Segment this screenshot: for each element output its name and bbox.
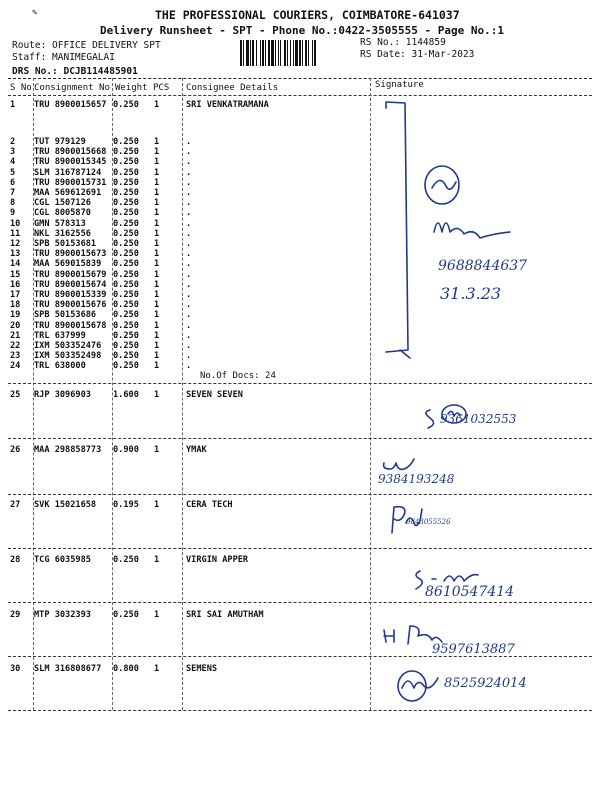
row-weight: 0.250 bbox=[113, 361, 139, 371]
row-sno: 17 bbox=[10, 290, 21, 300]
row-consignee: . bbox=[186, 219, 192, 229]
row-sno: 2 bbox=[10, 137, 16, 147]
staff-label: Staff: MANIMEGALAI bbox=[12, 52, 115, 63]
row-pcs: 1 bbox=[154, 229, 160, 239]
row-consignment: IXM 503352498 bbox=[34, 351, 102, 361]
row-weight: 0.250 bbox=[113, 270, 139, 280]
col-signature: Signature bbox=[375, 80, 424, 90]
rs-date: RS Date: 31-Mar-2023 bbox=[360, 49, 475, 60]
group-sig-date: 31.3.23 bbox=[440, 284, 502, 303]
row-consignee: . bbox=[186, 178, 192, 188]
col-pcs: PCS bbox=[153, 83, 170, 93]
row-weight: 0.250 bbox=[113, 300, 139, 310]
row-weight: 0.900 bbox=[113, 445, 139, 455]
row-weight: 0.250 bbox=[113, 610, 139, 620]
row-pcs: 1 bbox=[154, 188, 160, 198]
row-consignment: SVK 15021658 bbox=[34, 500, 97, 510]
row-consignee: SRI VENKATRAMANA bbox=[186, 100, 269, 110]
columns-divider bbox=[8, 95, 592, 96]
row-pcs: 1 bbox=[154, 361, 160, 371]
row-pcs: 1 bbox=[154, 290, 160, 300]
row-consignment: TRU 8900015678 bbox=[34, 321, 107, 331]
row-consignee: . bbox=[186, 208, 192, 218]
row-pcs: 1 bbox=[154, 351, 160, 361]
row-consignment: CGL 1507126 bbox=[34, 198, 91, 208]
row-consignee: SRI SAI AMUTHAM bbox=[186, 610, 264, 620]
row-consignment: TRU 8900015339 bbox=[34, 290, 107, 300]
row-consignment: TRU 8900015673 bbox=[34, 249, 107, 259]
row-consignment: MAA 569015839 bbox=[34, 259, 102, 269]
row-consignment: TRU 8900015668 bbox=[34, 147, 107, 157]
col-line bbox=[370, 78, 371, 710]
row-pcs: 1 bbox=[154, 664, 160, 674]
row-sno: 26 bbox=[10, 445, 21, 455]
row-consignee: . bbox=[186, 168, 192, 178]
row-weight: 0.250 bbox=[113, 239, 139, 249]
sig-phone-30: 8525924014 bbox=[444, 676, 527, 691]
row-pcs: 1 bbox=[154, 100, 160, 110]
row-sno: 7 bbox=[10, 188, 16, 198]
row-weight: 0.250 bbox=[113, 331, 139, 341]
row-weight: 0.250 bbox=[113, 178, 139, 188]
corner-mark: ✎ bbox=[32, 8, 38, 18]
row-pcs: 1 bbox=[154, 168, 160, 178]
row-pcs: 1 bbox=[154, 157, 160, 167]
row-consignee: . bbox=[186, 229, 192, 239]
row-weight: 0.250 bbox=[113, 198, 139, 208]
row-weight: 0.250 bbox=[113, 310, 139, 320]
row-consignment: TRU 8900015676 bbox=[34, 300, 107, 310]
row-weight: 0.250 bbox=[113, 249, 139, 259]
row-sno: 20 bbox=[10, 321, 21, 331]
runsheet-title: Delivery Runsheet - SPT - Phone No.:0422-3505555 - Page No.:1 bbox=[100, 24, 504, 37]
row-weight: 0.250 bbox=[113, 208, 139, 218]
row-sno: 22 bbox=[10, 341, 21, 351]
row-pcs: 1 bbox=[154, 390, 160, 400]
row-sno: 10 bbox=[10, 219, 21, 229]
row-consignment: NKL 3162556 bbox=[34, 229, 91, 239]
row-pcs: 1 bbox=[154, 137, 160, 147]
row-sno: 27 bbox=[10, 500, 21, 510]
row-consignee: . bbox=[186, 331, 192, 341]
row-consignment: MAA 569612691 bbox=[34, 188, 102, 198]
row-sno: 14 bbox=[10, 259, 21, 269]
row-consignment: TRU 8900015731 bbox=[34, 178, 107, 188]
header-divider bbox=[8, 78, 592, 79]
row-pcs: 1 bbox=[154, 300, 160, 310]
route-label: Route: OFFICE DELIVERY SPT bbox=[12, 40, 161, 51]
row-divider bbox=[8, 602, 592, 603]
row-sno: 18 bbox=[10, 300, 21, 310]
row-sno: 16 bbox=[10, 280, 21, 290]
row-pcs: 1 bbox=[154, 208, 160, 218]
row-sno: 21 bbox=[10, 331, 21, 341]
row-consignment: TRU 8900015657 bbox=[34, 100, 107, 110]
row-consignment: RJP 3096903 bbox=[34, 390, 91, 400]
col-sno: S No bbox=[10, 83, 32, 93]
signature-30 bbox=[394, 666, 444, 706]
row-consignee: . bbox=[186, 137, 192, 147]
row-pcs: 1 bbox=[154, 280, 160, 290]
col-line bbox=[182, 78, 183, 710]
row-sno: 23 bbox=[10, 351, 21, 361]
sig-phone-29: 9597613887 bbox=[432, 642, 515, 657]
row-sno: 8 bbox=[10, 198, 16, 208]
row-pcs: 1 bbox=[154, 198, 160, 208]
row-sno: 19 bbox=[10, 310, 21, 320]
rs-number: RS No.: 1144859 bbox=[360, 37, 446, 48]
row-consignment: CGL 8005870 bbox=[34, 208, 91, 218]
row-consignee: . bbox=[186, 341, 192, 351]
row-consignment: GMN 578313 bbox=[34, 219, 86, 229]
row-weight: 0.250 bbox=[113, 168, 139, 178]
row-consignment: TRU 8900015345 bbox=[34, 157, 107, 167]
row-sno: 25 bbox=[10, 390, 21, 400]
row-pcs: 1 bbox=[154, 219, 160, 229]
company-title: THE PROFESSIONAL COURIERS, COIMBATORE-641037 bbox=[155, 8, 460, 22]
row-sno: 13 bbox=[10, 249, 21, 259]
row-consignment: TUT 979129 bbox=[34, 137, 86, 147]
row-weight: 0.250 bbox=[113, 280, 139, 290]
row-consignee: . bbox=[186, 198, 192, 208]
row-sno: 4 bbox=[10, 157, 16, 167]
row-weight: 0.250 bbox=[113, 147, 139, 157]
row-consignment: SLM 316808677 bbox=[34, 664, 102, 674]
row-sno: 6 bbox=[10, 178, 16, 188]
row-consignment: SLM 316787124 bbox=[34, 168, 102, 178]
row-consignee: . bbox=[186, 300, 192, 310]
row-weight: 0.195 bbox=[113, 500, 139, 510]
sig-phone-28: 8610547414 bbox=[425, 584, 515, 600]
row-sno: 12 bbox=[10, 239, 21, 249]
sig-phone-27: 9843055526 bbox=[406, 518, 451, 526]
row-consignment: SPB 50153686 bbox=[34, 310, 97, 320]
col-consignment: Consignment No bbox=[34, 83, 110, 93]
row-weight: 0.250 bbox=[113, 259, 139, 269]
row-weight: 0.250 bbox=[113, 229, 139, 239]
row-pcs: 1 bbox=[154, 610, 160, 620]
row-consignment: TCG 6035985 bbox=[34, 555, 91, 565]
row-weight: 0.250 bbox=[113, 351, 139, 361]
row-pcs: 1 bbox=[154, 310, 160, 320]
row-consignment: TRL 638000 bbox=[34, 361, 86, 371]
row-consignee: CERA TECH bbox=[186, 500, 233, 510]
row-pcs: 1 bbox=[154, 331, 160, 341]
row-pcs: 1 bbox=[154, 500, 160, 510]
row-pcs: 1 bbox=[154, 239, 160, 249]
row-divider bbox=[8, 438, 592, 439]
row-sno: 28 bbox=[10, 555, 21, 565]
row-consignee: . bbox=[186, 361, 192, 371]
drs-number: DRS No.: DCJB114485901 bbox=[12, 66, 138, 77]
docs-count: No.Of Docs: 24 bbox=[200, 371, 276, 381]
row-consignee: SEVEN SEVEN bbox=[186, 390, 243, 400]
row-consignee: VIRGIN APPER bbox=[186, 555, 249, 565]
row-sno: 24 bbox=[10, 361, 21, 371]
row-consignee: . bbox=[186, 310, 192, 320]
row-pcs: 1 bbox=[154, 147, 160, 157]
row-pcs: 1 bbox=[154, 445, 160, 455]
row-consignee: YMAK bbox=[186, 445, 207, 455]
row-weight: 0.800 bbox=[113, 664, 139, 674]
row-weight: 1.600 bbox=[113, 390, 139, 400]
row-divider bbox=[8, 494, 592, 495]
row-weight: 0.250 bbox=[113, 219, 139, 229]
row-pcs: 1 bbox=[154, 321, 160, 331]
row-divider bbox=[8, 548, 592, 549]
barcode-icon bbox=[240, 40, 352, 68]
row-consignment: MTP 3032393 bbox=[34, 610, 91, 620]
group-sig-phone: 9688844637 bbox=[438, 258, 528, 274]
row-consignee: . bbox=[186, 249, 192, 259]
row-pcs: 1 bbox=[154, 555, 160, 565]
row-consignment: TRU 8900015674 bbox=[34, 280, 107, 290]
row-consignment: TRU 8900015679 bbox=[34, 270, 107, 280]
row-pcs: 1 bbox=[154, 270, 160, 280]
row-sno: 11 bbox=[10, 229, 21, 239]
row-weight: 0.250 bbox=[113, 555, 139, 565]
col-weight: Weight bbox=[115, 83, 148, 93]
row-consignment: IXM 503352476 bbox=[34, 341, 102, 351]
col-consignee: Consignee Details bbox=[186, 83, 279, 93]
row-divider bbox=[8, 383, 592, 384]
row-sno: 3 bbox=[10, 147, 16, 157]
row-weight: 0.250 bbox=[113, 137, 139, 147]
row-weight: 0.250 bbox=[113, 188, 139, 198]
row-weight: 0.250 bbox=[113, 321, 139, 331]
row-pcs: 1 bbox=[154, 249, 160, 259]
row-sno: 15 bbox=[10, 270, 21, 280]
sig-phone-26: 9384193248 bbox=[378, 472, 455, 486]
row-pcs: 1 bbox=[154, 178, 160, 188]
row-consignment: SPB 50153681 bbox=[34, 239, 97, 249]
row-consignment: TRL 637999 bbox=[34, 331, 86, 341]
row-consignee: . bbox=[186, 321, 192, 331]
row-sno: 5 bbox=[10, 168, 16, 178]
row-consignee: . bbox=[186, 239, 192, 249]
row-sno: 1 bbox=[10, 100, 16, 110]
group-signature bbox=[380, 100, 590, 360]
row-weight: 0.250 bbox=[113, 341, 139, 351]
row-consignment: MAA 298858773 bbox=[34, 445, 102, 455]
row-sno: 30 bbox=[10, 664, 21, 674]
row-consignee: . bbox=[186, 351, 192, 361]
row-consignee: . bbox=[186, 270, 192, 280]
row-sno: 29 bbox=[10, 610, 21, 620]
row-consignee: . bbox=[186, 147, 192, 157]
row-divider bbox=[8, 710, 592, 711]
row-pcs: 1 bbox=[154, 341, 160, 351]
row-consignee: SEMENS bbox=[186, 664, 218, 674]
row-consignee: . bbox=[186, 188, 192, 198]
row-weight: 0.250 bbox=[113, 157, 139, 167]
row-consignee: . bbox=[186, 259, 192, 269]
row-weight: 0.250 bbox=[113, 290, 139, 300]
row-consignee: . bbox=[186, 157, 192, 167]
row-consignee: . bbox=[186, 280, 192, 290]
row-sno: 9 bbox=[10, 208, 16, 218]
row-consignee: . bbox=[186, 290, 192, 300]
row-pcs: 1 bbox=[154, 259, 160, 269]
row-weight: 0.250 bbox=[113, 100, 139, 110]
sig-phone-25: 9361032553 bbox=[440, 412, 517, 426]
